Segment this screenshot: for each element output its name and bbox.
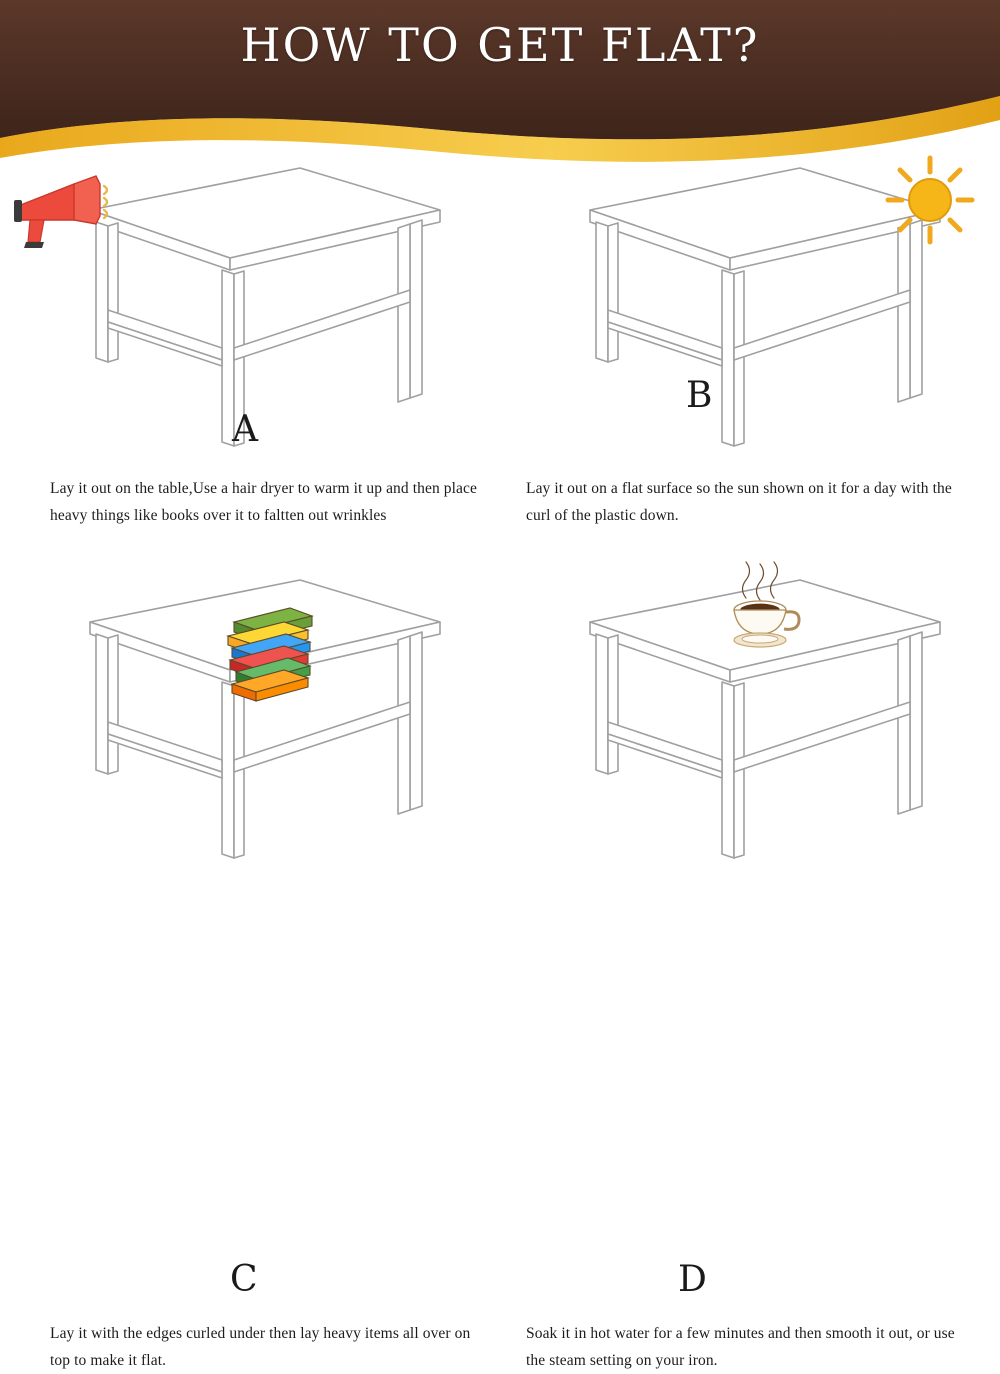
panel-d-caption: Soak it in hot water for a few minutes and then smooth it out, or use the steam setting on your iron. — [526, 1325, 955, 1370]
panel-c-letter: C — [230, 1259, 258, 1300]
panel-b-letter: B — [686, 375, 713, 416]
sun-icon — [888, 158, 972, 242]
panel-d-letter: D — [678, 1259, 707, 1300]
panel-a-caption: Lay it out on the table,Use a hair dryer to warm it up and then place heavy things like books over it to faltten out wrinkles — [50, 480, 477, 525]
panel-c-illustration — [0, 562, 500, 882]
book-stack-icon — [228, 608, 312, 701]
panel-grid — [0, 150, 1000, 1370]
panel-a — [0, 150, 500, 562]
panel-c — [0, 562, 500, 1370]
page-title: HOW TO GET FLAT? — [240, 18, 760, 72]
hair-dryer-icon — [14, 176, 107, 248]
panel-a-letter: A — [232, 409, 258, 450]
panel-c-caption: Lay it with the edges curled under then lay heavy items all over on top to make it flat. — [50, 1325, 471, 1370]
panel-d-illustration — [500, 562, 1000, 882]
panel-b-illustration — [500, 150, 1000, 470]
panel-b — [500, 150, 1000, 562]
panel-b-caption: Lay it out on a flat surface so the sun shown on it for a day with the curl of the plastic down. — [526, 480, 952, 525]
panel-d — [500, 562, 1000, 1370]
header-banner — [0, 0, 1000, 150]
